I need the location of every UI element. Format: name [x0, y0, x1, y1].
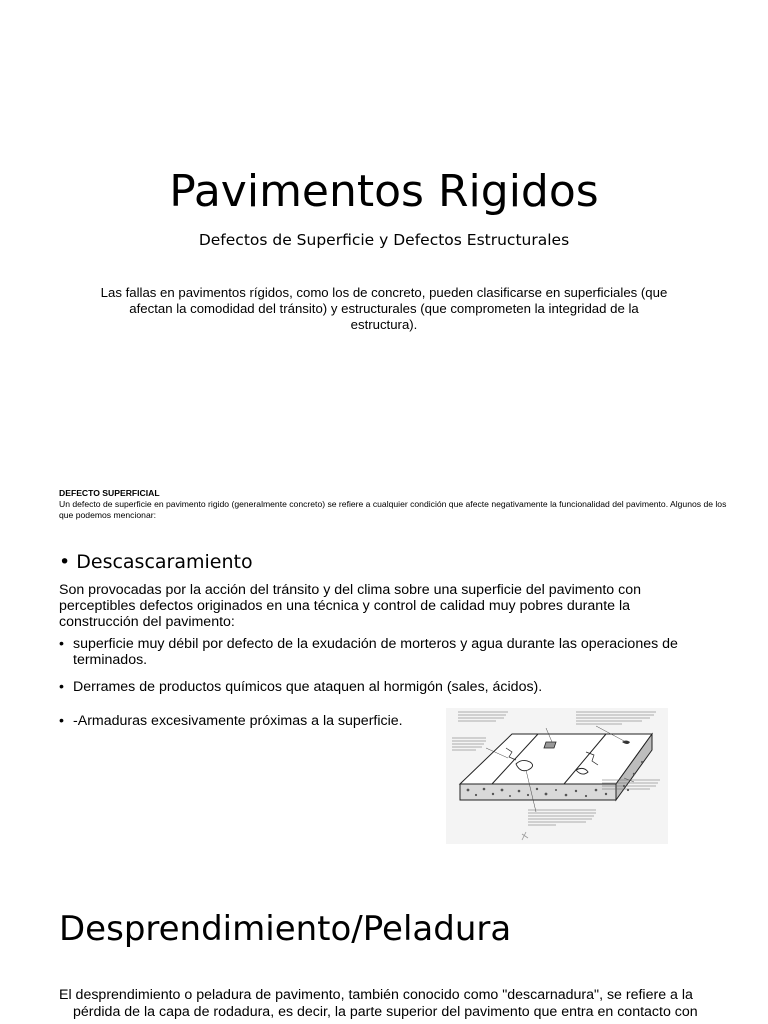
descascaramiento-paragraph: Son provocadas por la acción del tránsito y del clima sobre una superficie del pavimento con perceptibles defectos originados en una técnica y control de calidad muy pobres durante la construcción del pavimento:	[59, 582, 642, 630]
bullet-glyph: •	[59, 636, 64, 652]
list-item-text: Derrames de productos químicos que ataquen al hormigón (sales, ácidos).	[73, 679, 543, 695]
bullet-glyph: •	[59, 713, 64, 729]
list-item-text: superficie muy débil por defecto de la exudación de morteros y agua durante las operaciones de terminados.	[73, 636, 678, 668]
desprendimiento-line-1: El desprendimiento o peladura de pavimento, también conocido como "descarnadura", se refiere a la	[59, 987, 693, 1003]
defecto-superficial-body: Un defecto de superficie en pavimento rigido (generalmente concreto) se refiere a cualquier condición que afecte negativamente la funcionalidad del pavimento. Algunos de los que podemos mencionar:	[59, 499, 727, 520]
page-subtitle: Defectos de Superficie y Defectos Estructurales	[198, 231, 570, 249]
list-item	[59, 713, 439, 731]
desprendimiento-paragraph	[59, 987, 709, 1021]
list-item-text: -Armaduras excesivamente próximas a la superficie.	[73, 713, 403, 729]
bullet-glyph: •	[59, 679, 64, 695]
desprendimiento-line-2: pérdida de la capa de rodadura, es decir, la parte superior del pavimento que entra en contacto con	[73, 1004, 698, 1020]
list-item	[59, 679, 709, 697]
list-item	[59, 636, 709, 670]
descascaramiento-heading: • Descascaramiento	[59, 551, 253, 573]
defecto-superficial-heading: DEFECTO SUPERFICIAL	[59, 488, 160, 498]
intro-paragraph: Las fallas en pavimentos rígidos, como los de concreto, pueden clasificarse en superficiales (que afectan la comodidad del tránsito) y estructurales (que comprometen la integridad de la estructura).	[100, 285, 668, 332]
page-title: Pavimentos Rigidos	[169, 166, 599, 217]
pavement-defects-illustration	[446, 708, 668, 844]
desprendimiento-heading: Desprendimiento/Peladura	[59, 909, 512, 949]
